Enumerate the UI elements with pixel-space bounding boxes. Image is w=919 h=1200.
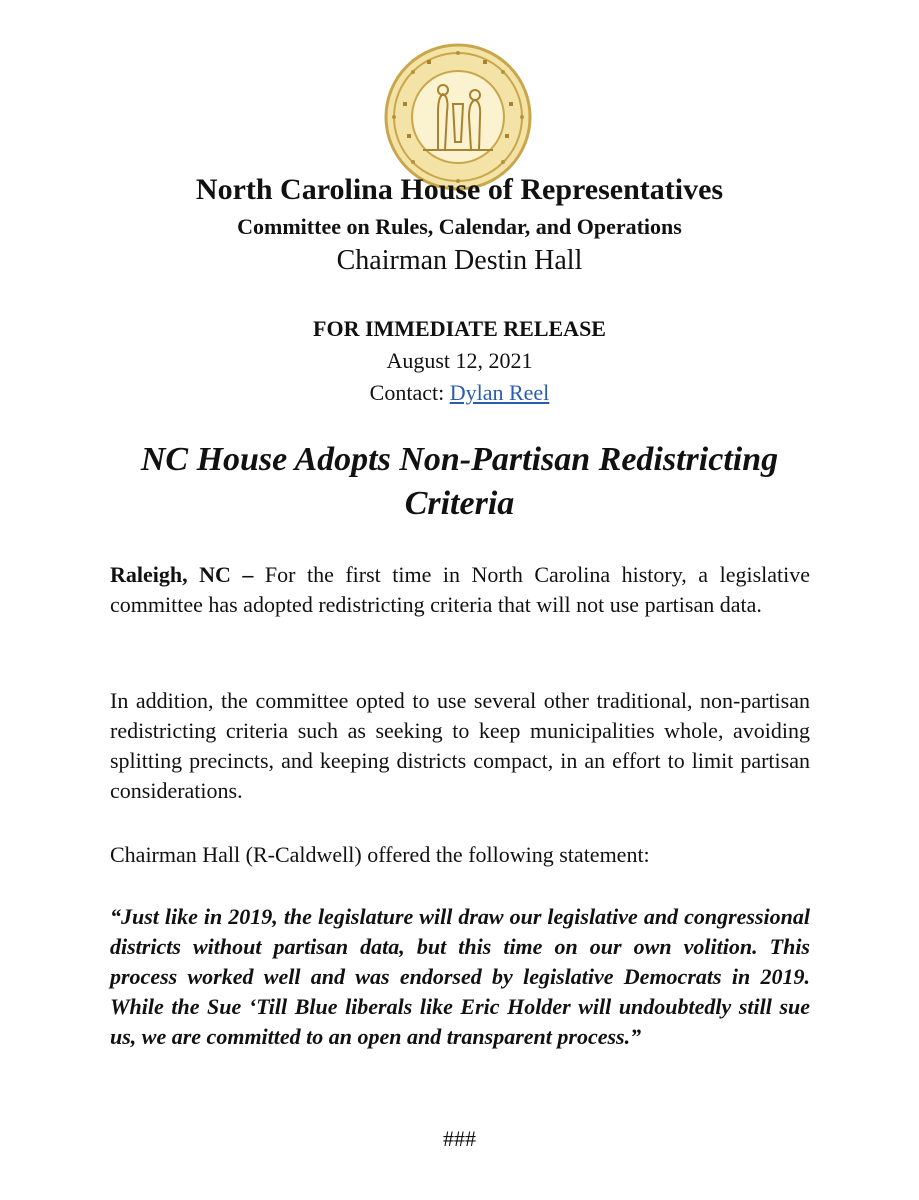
- contact-line: [0, 378, 919, 408]
- committee-name: Committee on Rules, Calendar, and Operations: [237, 214, 682, 239]
- dateline: Raleigh, NC –: [110, 562, 254, 587]
- chairman-name: Chairman Destin Hall: [336, 245, 583, 276]
- organization-title: North Carolina House of Representatives: [195, 173, 724, 206]
- paragraph-1: [110, 560, 810, 620]
- contact-link[interactable]: Dylan Reel: [449, 380, 550, 405]
- paragraph-1-text: For the first time in North Carolina history, a legislative committee has adopted redistricting criteria that will not use partisan data.: [110, 562, 810, 617]
- paragraph-2: In addition, the committee opted to use several other traditional, non-partisan redistricting criteria such as seeking to keep municipalities whole, avoiding splitting precincts, and keeping districts compact, in an effort to limit partisan considerations.: [110, 688, 810, 803]
- paragraph-3: Chairman Hall (R-Caldwell) offered the following statement:: [110, 842, 650, 867]
- headline: NC House Adopts Non-Partisan Redistricting Criteria: [140, 441, 779, 522]
- quote: “Just like in 2019, the legislature will draw our legislative and congressional districts without partisan data, but this time on our own volition. This process worked well and was endorsed by legislative Democrats in 2019. While the Sue ‘Till Blue liberals like Eric Holder will undoubtedly still sue us, we are committed to an open and transparent process.”: [110, 904, 810, 1049]
- end-mark: ###: [443, 1126, 476, 1151]
- contact-label: Contact:: [369, 380, 450, 405]
- release-label: FOR IMMEDIATE RELEASE: [313, 316, 606, 341]
- state-seal-icon: [383, 42, 533, 192]
- release-date: August 12, 2021: [386, 348, 533, 373]
